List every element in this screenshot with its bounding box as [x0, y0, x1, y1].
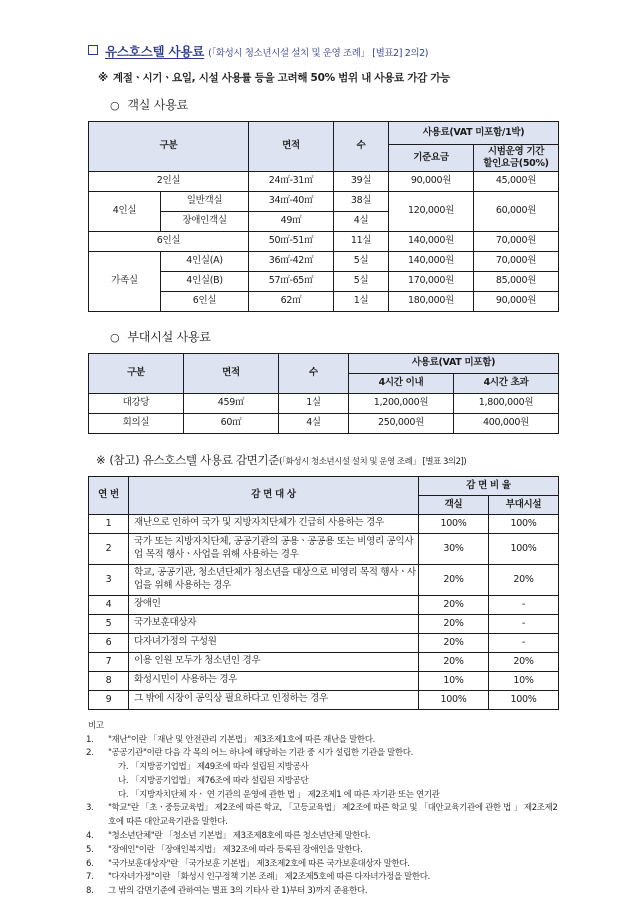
- discount-criteria-table: [88, 476, 559, 710]
- remark-number: 3.: [86, 803, 94, 814]
- room-area: 62㎡: [249, 291, 334, 311]
- room-count: 5실: [334, 251, 389, 271]
- header-rate-facility: 부대시설: [489, 495, 559, 514]
- remark-subtext: 「지방공기업법」 제49조에 따라 설립된 지방공사: [131, 762, 309, 773]
- discount-rate-facility: 100%: [489, 533, 559, 564]
- room-trial-fee: 85,000원: [474, 271, 559, 291]
- facility-fee-table: [88, 353, 559, 434]
- remark-item: [88, 871, 564, 885]
- room-type: 4인실: [89, 191, 161, 231]
- header-area: 면적: [249, 121, 334, 171]
- facility-fee-over-4h: 400,000원: [454, 413, 559, 433]
- room-area: 57㎡-65㎡: [249, 271, 334, 291]
- remark-item: [88, 747, 564, 761]
- facility-fee-over-4h: 1,800,000원: [454, 393, 559, 413]
- remarks-list-continued: [88, 802, 564, 898]
- table-row: [89, 231, 559, 251]
- header-count: 수: [334, 121, 389, 171]
- remark-number: 7.: [86, 872, 94, 883]
- remark-item: [88, 844, 564, 858]
- remark-item: [88, 734, 564, 748]
- room-subtype: 일반객실: [161, 191, 249, 211]
- discount-rate-facility: 20%: [489, 652, 559, 671]
- fee-adjustment-note: [98, 70, 564, 85]
- room-area: 36㎡-42㎡: [249, 251, 334, 271]
- remark-text: "청소년단체"란 「청소년 기본법」 제3조제8호에 따른 청소년단체 말한다.: [108, 830, 371, 841]
- remark-subitem: [88, 775, 564, 789]
- discount-target: 이용 인원 모두가 청소년인 경우: [129, 652, 419, 671]
- facility-count: 4실: [279, 413, 349, 433]
- table-row: [89, 690, 559, 709]
- header-fee-group: 사용료(VAT 미포함/1박): [389, 121, 559, 144]
- remark-subitem: [88, 761, 564, 775]
- discount-rate-room: 20%: [419, 633, 489, 652]
- page-title-reference: (「화성시 청소년시설 설치 및 운영 조례」 [별표2] 2의2): [208, 48, 429, 59]
- discount-rate-facility: 100%: [489, 690, 559, 709]
- room-fee-heading-text: 객실 사용료: [127, 97, 188, 112]
- circle-bullet-icon: ○: [110, 98, 120, 112]
- room-trial-fee: 70,000원: [474, 231, 559, 251]
- room-trial-fee: 70,000원: [474, 251, 559, 271]
- facility-fee-heading-text: 부대시설 사용료: [127, 329, 211, 344]
- discount-no: 6: [89, 633, 129, 652]
- remark-text: "재난"이란 「재난 및 안전관리 기본법」 제3조제1호에 따른 재난을 말한다.: [108, 734, 375, 745]
- facility-fee-heading: [110, 328, 564, 345]
- discount-no: 9: [89, 690, 129, 709]
- remark-subitem: [88, 789, 564, 803]
- facility-area: 459㎡: [184, 393, 279, 413]
- room-base-fee: 90,000원: [389, 171, 474, 191]
- remarks-sublist: [88, 761, 564, 802]
- discount-rate-room: 20%: [419, 595, 489, 614]
- room-area: 34㎡-40㎡: [249, 191, 334, 211]
- remark-submark: 가.: [118, 762, 129, 773]
- discount-rate-facility: -: [489, 633, 559, 652]
- discount-no: 7: [89, 652, 129, 671]
- discount-target: 국가 또는 지방자치단체, 공공기관의 공용ㆍ공공용 또는 비영리 공익사업 목적 행사ㆍ사업을 위해 사용하는 경우: [129, 533, 419, 564]
- remark-submark: 나.: [118, 775, 129, 786]
- remark-number: 8.: [86, 886, 94, 897]
- asterisk-icon: ※: [98, 71, 108, 84]
- header-over-4h: 4시간 초과: [454, 373, 559, 393]
- discount-target: 다자녀가정의 구성원: [129, 633, 419, 652]
- header-discount-target: 감 면 대 상: [129, 476, 419, 514]
- remarks-title: 비고: [88, 720, 104, 731]
- discount-rate-facility: 100%: [489, 514, 559, 533]
- table-header-row: [89, 121, 559, 144]
- remark-number: 2.: [86, 748, 94, 759]
- discount-rate-facility: 10%: [489, 671, 559, 690]
- page-title-text: 유스호스텔 사용료: [105, 44, 205, 59]
- room-base-fee: 140,000원: [389, 231, 474, 251]
- table-row: [89, 533, 559, 564]
- discount-heading-text: (참고) 유스호스텔 사용료 감면기준: [109, 452, 280, 467]
- table-row: [89, 191, 559, 211]
- room-base-fee: 180,000원: [389, 291, 474, 311]
- table-row: [89, 595, 559, 614]
- remark-number: 6.: [86, 858, 94, 869]
- room-count: 11실: [334, 231, 389, 251]
- discount-target: 재난으로 인하여 국가 및 지방자치단체가 긴급히 사용하는 경우: [129, 514, 419, 533]
- header-category: 구분: [89, 121, 249, 171]
- room-base-fee: 120,000원: [389, 191, 474, 231]
- header-fee-group: 사용료(VAT 미포함): [349, 353, 559, 373]
- discount-rate-room: 30%: [419, 533, 489, 564]
- facility-fee-within-4h: 250,000원: [349, 413, 454, 433]
- room-count: 5실: [334, 271, 389, 291]
- facility-area: 60㎡: [184, 413, 279, 433]
- discount-no: 2: [89, 533, 129, 564]
- remark-text: "다자녀가정"이란 「화성시 인구정책 기본 조례」 제2조제5호에 따른 다자녀가정을 말한다.: [108, 872, 430, 883]
- table-row: [89, 614, 559, 633]
- remarks-list: [88, 734, 564, 762]
- remark-number: 1.: [86, 734, 94, 745]
- room-area: 24㎡-31㎡: [249, 171, 334, 191]
- discount-no: 8: [89, 671, 129, 690]
- remark-subtext: 「지방자치단체 자ㆍ 연 기관의 운영에 관한 법 」 제2조제1 에 따른 자기관 또는 연기관: [131, 789, 440, 800]
- discount-rate-room: 20%: [419, 652, 489, 671]
- header-within-4h: 4시간 이내: [349, 373, 454, 393]
- header-trial-fee-line2: 할인요금(50%): [483, 157, 549, 169]
- room-count: 38실: [334, 191, 389, 211]
- room-count: 1실: [334, 291, 389, 311]
- header-trial-fee-line1: 시범운영 기간: [487, 145, 545, 157]
- room-base-fee: 140,000원: [389, 251, 474, 271]
- table-header-row: [89, 476, 559, 495]
- circle-bullet-icon: ○: [110, 330, 120, 344]
- room-trial-fee: 45,000원: [474, 171, 559, 191]
- room-subtype: 4인실(B): [161, 271, 249, 291]
- discount-target: 장애인: [129, 595, 419, 614]
- facility-fee-within-4h: 1,200,000원: [349, 393, 454, 413]
- table-row: [89, 251, 559, 271]
- discount-target: 학교, 공공기관, 청소년단체가 청소년을 대상으로 비영리 목적 행사ㆍ사업을 위해 사용하는 경우: [129, 564, 419, 595]
- room-type: 가족실: [89, 251, 161, 311]
- header-number: 연 번: [89, 476, 129, 514]
- header-rate-room: 객실: [419, 495, 489, 514]
- table-row: [89, 171, 559, 191]
- table-row: [89, 413, 559, 433]
- remark-item: [88, 858, 564, 872]
- discount-no: 5: [89, 614, 129, 633]
- remark-number: 5.: [86, 844, 94, 855]
- room-count: 4실: [334, 211, 389, 231]
- remark-text: "공공기관"이란 다음 각 목의 어느 하나에 해당하는 기관 중 시가 설립한 기관을 말한다.: [108, 748, 413, 759]
- remark-text: "장애인"이란 「장애인복지법」 제32조에 따라 등록된 장애인을 말한다.: [108, 844, 363, 855]
- room-base-fee: 170,000원: [389, 271, 474, 291]
- header-count: 수: [279, 353, 349, 393]
- table-row: [89, 514, 559, 533]
- table-row: [89, 564, 559, 595]
- discount-rate-facility: 20%: [489, 564, 559, 595]
- discount-target: 화성시민이 사용하는 경우: [129, 671, 419, 690]
- fee-adjustment-note-text: 계절ㆍ시기ㆍ요일, 시설 사용률 등을 고려해 50% 범위 내 사용료 가감 가능: [112, 71, 451, 84]
- header-area: 면적: [184, 353, 279, 393]
- header-trial-fee: [474, 144, 559, 171]
- room-trial-fee: 60,000원: [474, 191, 559, 231]
- discount-heading-reference: (「화성시 청소년시설 설치 및 운영 조례」 [별표 3의2]): [279, 456, 467, 467]
- room-subtype: 6인실: [161, 291, 249, 311]
- remark-text: "국가보훈대상자"란 「국가보훈 기본법」 제3조제2호에 따른 국가보훈대상자 말한다.: [108, 858, 410, 869]
- discount-rate-room: 100%: [419, 690, 489, 709]
- remark-text: "학교"란 「초ㆍ중등교육법」 제2조에 따른 학교, 「고등교육법」 제2조에 따른 학교 및 「대안교육기관에 관한 법 」 제2조제2호에 따른 대안교육기관을 말한다.: [108, 803, 558, 828]
- remark-text: 그 밖의 감면기준에 관하여는 별표 3의 기타사 란 1)부터 3)까지 준용한다.: [108, 886, 368, 897]
- room-fee-heading: [110, 96, 564, 113]
- room-area: 49㎡: [249, 211, 334, 231]
- asterisk-icon: ※: [96, 452, 106, 467]
- table-row: [89, 393, 559, 413]
- table-row: [89, 652, 559, 671]
- discount-no: 4: [89, 595, 129, 614]
- room-type: 2인실: [89, 171, 249, 191]
- room-fee-table: [88, 121, 559, 312]
- remark-subtext: 「지방공기업법」 제76조에 따라 설립된 지방공단: [131, 775, 309, 786]
- header-category: 구분: [89, 353, 184, 393]
- room-subtype: 4인실(A): [161, 251, 249, 271]
- remark-item: [88, 830, 564, 844]
- remark-number: 4.: [86, 830, 94, 841]
- square-bullet-icon: [88, 45, 98, 55]
- remark-item: [88, 802, 564, 830]
- room-count: 39실: [334, 171, 389, 191]
- header-discount-rate-group: 감 면 비 율: [419, 476, 559, 495]
- facility-name: 회의실: [89, 413, 184, 433]
- facility-count: 1실: [279, 393, 349, 413]
- discount-reference-heading: [96, 452, 564, 468]
- table-header-row: [89, 353, 559, 373]
- header-base-fee: 기준요금: [389, 144, 474, 171]
- discount-rate-facility: -: [489, 614, 559, 633]
- room-trial-fee: 90,000원: [474, 291, 559, 311]
- discount-rate-room: 20%: [419, 564, 489, 595]
- room-subtype: 장애인객실: [161, 211, 249, 231]
- discount-rate-room: 100%: [419, 514, 489, 533]
- discount-no: 1: [89, 514, 129, 533]
- page-title: [88, 44, 564, 61]
- facility-name: 대강당: [89, 393, 184, 413]
- discount-target: 그 밖에 시장이 공익상 필요하다고 인정하는 경우: [129, 690, 419, 709]
- remark-submark: 다.: [118, 789, 129, 800]
- room-area: 50㎡-51㎡: [249, 231, 334, 251]
- discount-rate-room: 20%: [419, 614, 489, 633]
- room-type: 6인실: [89, 231, 249, 251]
- table-row: [89, 633, 559, 652]
- discount-rate-facility: -: [489, 595, 559, 614]
- discount-rate-room: 10%: [419, 671, 489, 690]
- discount-target: 국가보훈대상자: [129, 614, 419, 633]
- discount-no: 3: [89, 564, 129, 595]
- remark-item: [88, 885, 564, 899]
- table-row: [89, 671, 559, 690]
